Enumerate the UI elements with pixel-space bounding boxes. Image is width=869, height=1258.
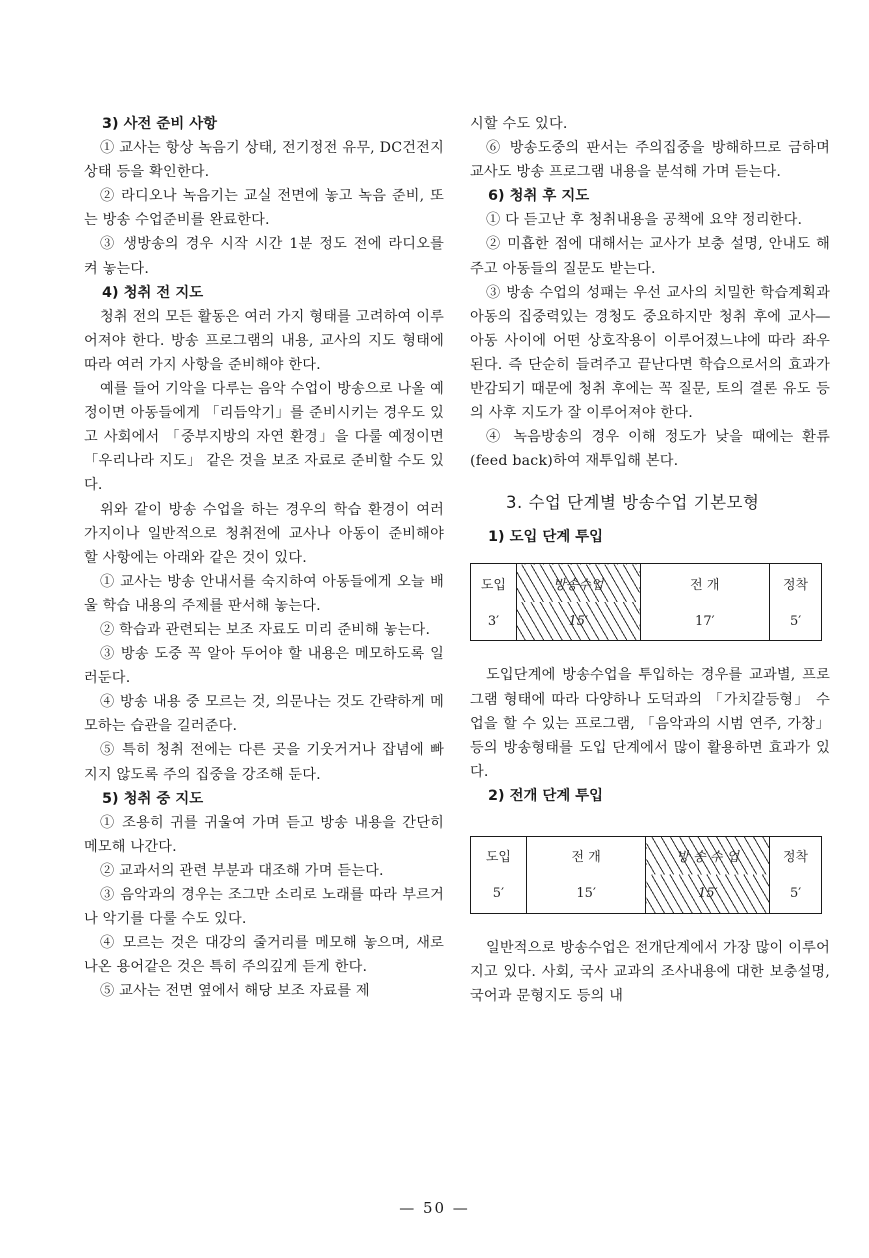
paragraph: 청취 전의 모든 활동은 여러 가지 형태를 고려하여 이루어져야 한다. 방송 프로그램의 내용, 교사의 지도 형태에 따라 여러 가지 사항을 준비해야 한다. (84, 308, 444, 373)
paragraph: ③ 방송 수업의 성패는 우선 교사의 치밀한 학습계획과 아동의 집중력있는 경청도 중요하지만 청취 후에 교사―아동 사이에 어떤 상호작용이 이루어졌느냐에 따라 좌우된다. 즉 단순히 들려주고 끝난다면 학습으로서의 효과가 반감되기 때문에 청취 후에는 꼭 질문, 토의 결론 유도 등의 사후 지도가 잘 이루어져야 한다. (470, 284, 830, 422)
cell-intro: 도입 (471, 564, 517, 603)
paragraph: 예를 들어 기악을 다루는 음악 수업이 방송으로 나올 예정이면 아동들에게 「리듬악기」를 준비시키는 경우도 있고 사회에서 「중부지방의 자연 환경」을 다룰 예정이면 「우리나라 지도」 같은 것을 보조 자료로 준비할 수도 있다. (84, 381, 444, 494)
paragraph: ② 라디오나 녹음기는 교실 전면에 놓고 녹음 준비, 또는 방송 수업준비를 완료한다. (84, 188, 444, 229)
paragraph: ② 교과서의 관련 부분과 대조해 가며 듣는다. (100, 862, 384, 879)
cell-development: 전 개 (526, 836, 646, 875)
intro-stage-model-table (470, 563, 822, 641)
paragraph: 일반적으로 방송수업은 전개단계에서 가장 많이 이루어지고 있다. 사회, 국사 교과의 조사내용에 대한 보충설명, 국어과 문형지도 등의 내 (470, 939, 830, 1005)
paragraph: ① 다 듣고난 후 청취내용을 공책에 요약 정리한다. (486, 212, 803, 229)
heading-during-listening: 5) 청취 중 지도 (102, 790, 204, 807)
paragraph: ② 학습과 관련되는 보조 자료도 미리 준비해 놓는다. (100, 621, 431, 638)
paragraph: ③ 생방송의 경우 시작 시간 1분 정도 전에 라디오를 켜 놓는다. (84, 236, 444, 277)
heading-pre-listening: 4) 청취 전 지도 (102, 284, 204, 301)
paragraph: ⑤ 교사는 전면 옆에서 해당 보조 자료를 제 (100, 983, 370, 1000)
paragraph: ④ 방송 내용 중 모르는 것, 의문나는 것도 간략하게 메모하는 습관을 길러준다. (84, 694, 444, 735)
cell-development: 전 개 (640, 564, 770, 603)
paragraph: 도입단계에 방송수업을 투입하는 경우를 교과별, 프로그램 형태에 따라 다양하나 도덕과의 「가치갈등형」 수업을 할 수 있는 프로그램, 「음악과의 시범 연주, 가창」 등의 방송형태를 도입 단계에서 많이 활용하면 효과가 있다. (470, 667, 830, 780)
subsection-title-intro: 1) 도입 단계 투입 (488, 529, 604, 546)
cell-development-time: 17′ (640, 602, 770, 641)
paragraph: ② 미흡한 점에 대해서는 교사가 보충 설명, 안내도 해주고 아동들의 질문도 받는다. (470, 236, 830, 277)
left-column (84, 112, 444, 1003)
right-column (470, 112, 830, 1008)
cell-intro-time: 5′ (471, 875, 527, 914)
heading-post-listening: 6) 청취 후 지도 (488, 188, 590, 205)
cell-broadcast: 방송수업 (516, 564, 640, 603)
cell-settle-time: 5′ (770, 602, 822, 641)
subsection-title-development: 2) 전개 단계 투입 (488, 787, 604, 804)
paragraph: ④ 녹음방송의 경우 이해 정도가 낮을 때에는 환류(feed back)하여 재투입해 본다. (470, 429, 830, 470)
paragraph: ③ 음악과의 경우는 조그만 소리로 노래를 따라 부르거나 악기를 다룰 수도 있다. (84, 887, 444, 928)
cell-broadcast-time: 15′ (516, 602, 640, 641)
paragraph: ① 교사는 방송 안내서를 숙지하여 아동들에게 오늘 배울 학습 내용의 주제를 판서해 놓는다. (84, 573, 444, 614)
cell-settle-time: 5′ (770, 875, 822, 914)
section-title: 3. 수업 단계별 방송수업 기본모형 (506, 493, 760, 513)
cell-intro-time: 3′ (471, 602, 517, 641)
cell-broadcast: 방 송 수 업 (646, 836, 770, 875)
paragraph: ① 교사는 항상 녹음기 상태, 전기정전 유무, DC건전지 상태 등을 확인한다. (84, 140, 444, 181)
paragraph: ⑥ 방송도중의 판서는 주의집중을 방해하므로 금하며 교사도 방송 프로그램 내용을 분석해 가며 듣는다. (470, 140, 830, 181)
development-stage-model-table (470, 836, 822, 914)
paragraph: ③ 방송 도중 꼭 알아 두어야 할 내용은 메모하도록 일러둔다. (84, 646, 444, 687)
cell-broadcast-time: 15′ (646, 875, 770, 914)
page-number: — 50 — (399, 1199, 470, 1217)
paragraph: ⑤ 특히 청취 전에는 다른 곳을 기웃거거나 잡념에 빠지지 않도록 주의 집중을 강조해 둔다. (84, 742, 444, 783)
paragraph: 위와 같이 방송 수업을 하는 경우의 학습 환경이 여러 가지이나 일반적으로 청취전에 교사나 아동이 준비해야 할 사항에는 아래와 같은 것이 있다. (84, 501, 444, 566)
paragraph: ① 조용히 귀를 귀울여 가며 듣고 방송 내용을 간단히 메모해 나간다. (84, 814, 444, 855)
paragraph-continued: 시할 수도 있다. (470, 116, 568, 132)
cell-intro: 도입 (471, 836, 527, 875)
cell-settle: 정착 (770, 836, 822, 875)
paragraph: ④ 모르는 것은 대강의 줄거리를 메모해 놓으며, 새로 나온 용어같은 것은 특히 주의깊게 듣게 한다. (84, 935, 444, 976)
cell-settle: 정착 (770, 564, 822, 603)
heading-preparation: 3) 사전 준비 사항 (102, 116, 218, 132)
cell-development-time: 15′ (526, 875, 646, 914)
